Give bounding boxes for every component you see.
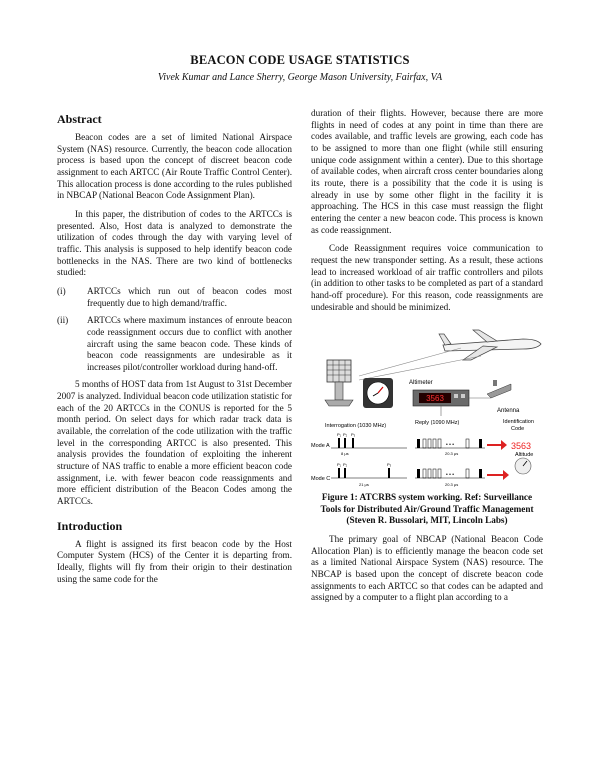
pulse-label-p2: P₂ bbox=[343, 462, 348, 468]
reply-c-duration: 20.3 μs bbox=[445, 482, 459, 488]
list-item bbox=[57, 286, 292, 309]
altitude-icon bbox=[515, 458, 531, 474]
introduction-paragraph-1: A flight is assigned its first beacon code by the Host Computer System (HCS) of the Center it is departing from. Ideally, flights will fly from their origin to their destination using the same code for the bbox=[57, 538, 292, 584]
mode-c-label: Mode C bbox=[311, 476, 331, 483]
left-column bbox=[57, 110, 292, 592]
list-marker: (i) bbox=[57, 285, 66, 296]
altitude-label: Altitude bbox=[515, 452, 534, 459]
identification-label: Identification bbox=[503, 419, 534, 426]
reply-a-duration: 20.3 μs bbox=[445, 451, 459, 457]
mode-a-label: Mode A bbox=[311, 443, 330, 450]
abstract-paragraph-2: In this paper, the distribution of codes to the ARTCCs is presented. Also, Host data is analyzed to demonstrate the utilization of codes through the day with varying level of traffic. This analysis is supposed to help identify beacon code bottlenecks in the NAS. There are two kind of bottlenecks studied: bbox=[57, 208, 292, 278]
reply-label: Reply (1090 MHz) bbox=[415, 420, 460, 427]
figure-caption: Figure 1: ATCRBS system working. Ref: Surveillance Tools for Distributed Air/Ground Traffic Management (Steven R. Bussolari, MIT, Lincoln Labs) bbox=[320, 492, 534, 526]
code-label: Code bbox=[511, 426, 525, 433]
mode-a-duration: 8 μs bbox=[341, 451, 349, 457]
antenna-icon bbox=[487, 380, 511, 398]
radar-antenna-icon bbox=[325, 360, 353, 406]
body-paragraph-code-reassignment: Code Reassignment requires voice communication to request the new transponder setting. As a result, these actions lead to increased workload of air traffic controllers and pilots (in addition to other tasks to be completed as part of a standard hand-off procedure). For this reason, code reassignments are undesirable and should be minimized. bbox=[311, 243, 543, 312]
paper-title: BEACON CODE USAGE STATISTICS bbox=[190, 53, 410, 67]
pulse-label-p2: P₂ bbox=[343, 432, 348, 438]
antenna-label: Antenna bbox=[497, 408, 520, 415]
transponder-display-icon bbox=[413, 390, 469, 406]
altimeter-gauge-icon bbox=[363, 378, 393, 408]
abstract-paragraph-3: 5 months of HOST data from 1st August to 31st December 2007 is analyzed. Individual beacon code utilization statistic for each of the 20 ARTCCs in the CONUS is reported for the 5 month period. On select days for which radar track data is available, the correlation of the code utilization with the traffic level in the corresponding ARTCC is also presented. This analysis provides the foundation of exploiting the inherent structure of NAS traffic to enable a more efficient beacon code assignment, i.e. with fewer beacon code reassignments and more efficient distribution of the Beacon Codes among the ARTCCs. bbox=[57, 379, 292, 507]
paper-authors: Vivek Kumar and Lance Sherry, George Mason University, Fairfax, VA bbox=[157, 72, 443, 83]
transponder-readout: 3563 bbox=[426, 394, 444, 404]
body-paragraph-continued: duration of their flights. However, because there are more flights in need of codes at any point in time than there are codes available, and traffic levels are growing, each code has to be assigned to more than one flight (while still ensuring unique code assignment within a center). Due to this shortage of available codes, when aircraft cross center boundaries along its route, there is a possibility that the code it is using is already in use by some other flight in the facility it is approaching. The HCS in this case must reassign the flight entering the center a new beacon code. This process is known as code reassignment. bbox=[311, 108, 543, 235]
pulse-label-p3: P₃ bbox=[351, 432, 356, 438]
introduction-heading: Introduction bbox=[57, 518, 123, 533]
list-marker: (ii) bbox=[57, 315, 69, 326]
list-item bbox=[57, 315, 292, 373]
reply-dots: • • • bbox=[446, 472, 455, 479]
list-text: ARTCCs which run out of beacon codes most frequently due to high demand/traffic. bbox=[87, 285, 292, 308]
reply-dots: • • • bbox=[446, 442, 455, 449]
interrogation-label: Interrogation (1030 MHz) bbox=[325, 423, 387, 430]
pulse-label-p1: P₁ bbox=[337, 462, 342, 468]
airplane-icon bbox=[439, 330, 541, 360]
atcrbs-diagram bbox=[311, 320, 543, 488]
abstract-paragraph-1: Beacon codes are a set of limited National Airspace System (NAS) resource. Currently, the beacon code allocation process is based upon the concept of discreet beacon code assignment to each ARTCC (Air Route Traffic Control Center). This allocation process is done according to the rules published in NBCAP (National Beacon Code Assignment Plan). bbox=[57, 132, 292, 201]
identification-code-value: 3563 bbox=[511, 441, 532, 452]
body-paragraph-nbcap: The primary goal of NBCAP (National Beacon Code Allocation Plan) is to efficiently manage the beacon code set as a limited National Airspace System (NAS) resource. The NBCAP is based upon the concept of discrete beacon code assignments to each ARTCC so that codes can be adapted and assigned by a computer to a flight plan according to a bbox=[311, 534, 543, 603]
mode-c-duration: 21 μs bbox=[359, 482, 369, 488]
pulse-label-p1: P₁ bbox=[337, 432, 342, 438]
figure-atcrbs bbox=[311, 320, 543, 488]
list-text: ARTCCs where maximum instances of enroute beacon code reassignment occurs due to conflict with another aircraft using the same beacon code. These kinds of beacon code reassignments are undesirable as it increases pilot/controller workload during hand-off. bbox=[87, 315, 292, 372]
right-column bbox=[311, 108, 543, 611]
altimeter-label: Altimeter bbox=[409, 380, 433, 387]
pulse-label-p3: P₃ bbox=[387, 462, 392, 468]
abstract-heading: Abstract bbox=[57, 112, 102, 126]
